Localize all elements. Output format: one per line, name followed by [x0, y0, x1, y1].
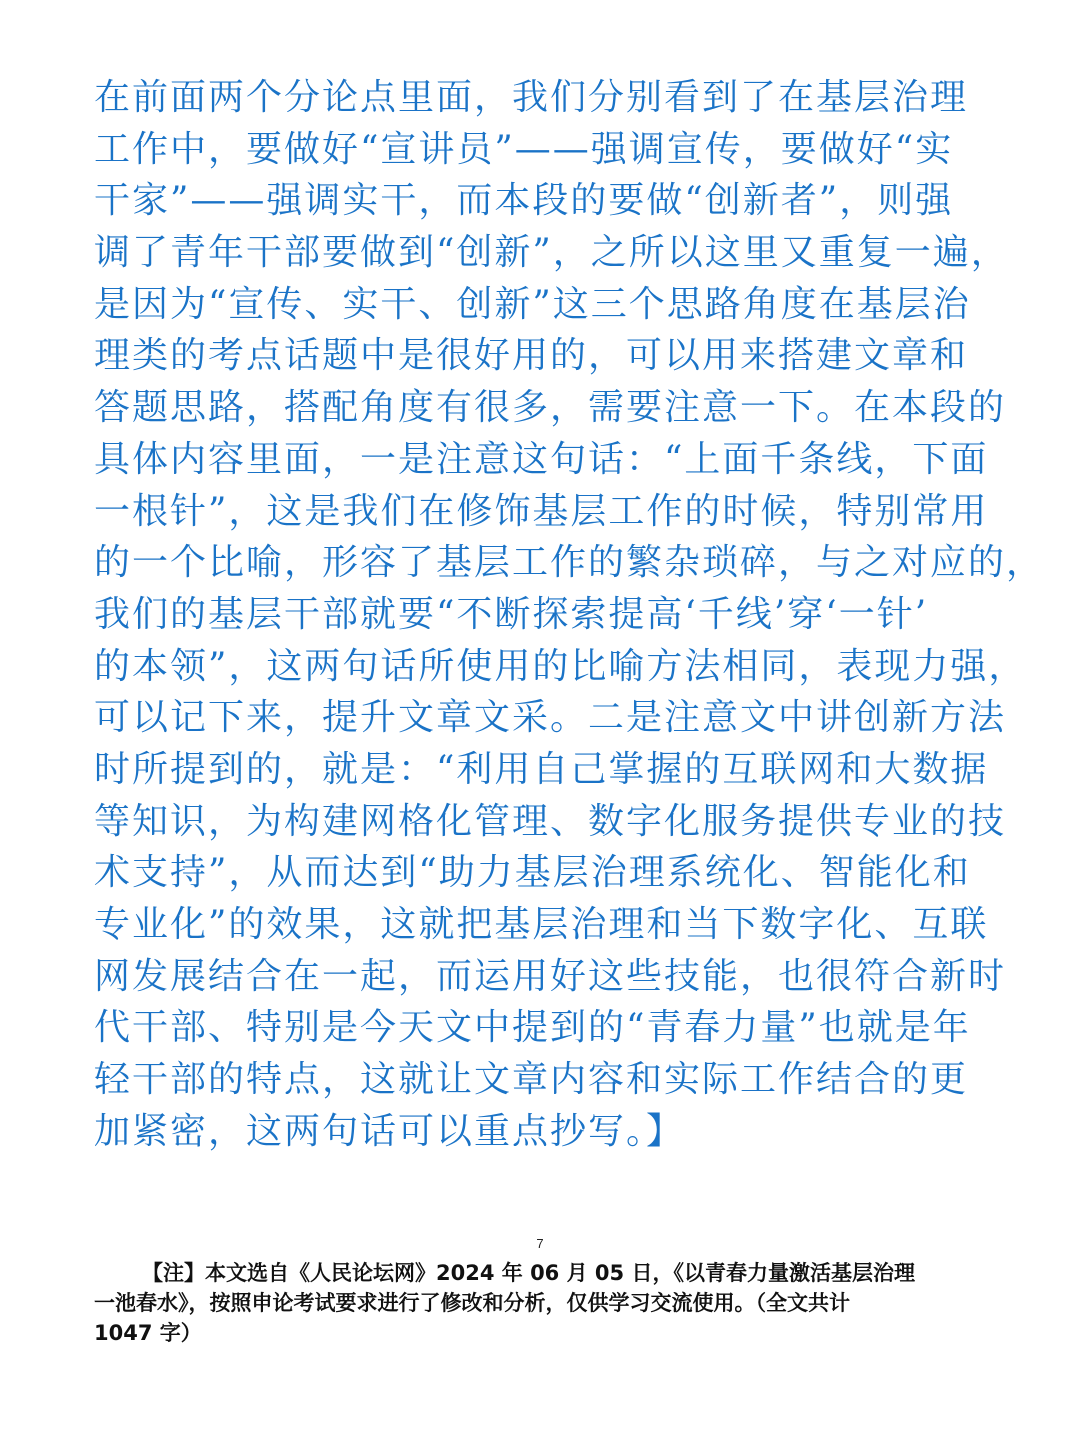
paragraph-line: 答题思路，搭配角度有很多，需要注意一下。在本段的 [94, 387, 1007, 429]
paragraph-line: 理类的考点话题中是很好用的，可以用来搭建文章和 [94, 335, 969, 377]
paragraph-line: 工作中，要做好“宣讲员”——强调宣传，要做好“实 [94, 128, 954, 170]
analysis-paragraph [94, 72, 1045, 1157]
paragraph-line: 轻干部的特点，这就让文章内容和实际工作结合的更 [94, 1059, 969, 1101]
source-note [94, 1258, 994, 1348]
paragraph-line: 的本领”，这两句话所使用的比喻方法相同，表现力强， [94, 645, 1027, 687]
paragraph-line: 专业化”的效果，这就把基层治理和当下数字化、互联 [94, 904, 989, 945]
paragraph-line: 是因为“宣传、实干、创新”这三个思路角度在基层治 [94, 283, 971, 325]
paragraph-line: 调了青年干部要做到“创新”，之所以这里又重复一遍， [94, 232, 1009, 274]
note-line: 【注】本文选自《人民论坛网》2024 年 06 月 05 日，《以青春力量激活基层治理 [142, 1261, 915, 1285]
paragraph-line: 具体内容里面，一是注意这句话：“上面千条线，下面 [94, 438, 989, 480]
paragraph-line: 网发展结合在一起，而运用好这些技能，也很符合新时 [94, 955, 1007, 997]
paragraph-line: 代干部、特别是今天文中提到的“青春力量”也就是年 [94, 1007, 971, 1049]
paragraph-line: 加紧密，这两句话可以重点抄写。】 [94, 1110, 685, 1152]
note-line: 一池春水》，按照申论考试要求进行了修改和分析，仅供学习交流使用。（全文共计 [94, 1291, 850, 1315]
page-number: 7 [536, 1236, 544, 1251]
paragraph-line: 等知识，为构建网格化管理、数字化服务提供专业的技 [94, 800, 1007, 842]
paragraph-line: 可以记下来，提升文章文采。二是注意文中讲创新方法 [94, 697, 1007, 739]
note-line: 1047 字） [94, 1321, 202, 1345]
paragraph-line: 的一个比喻，形容了基层工作的繁杂琐碎，与之对应的， [94, 542, 1045, 584]
paragraph-line: 时所提到的，就是：“利用自己掌握的互联网和大数据 [94, 748, 989, 790]
paragraph-line: 我们的基层干部就要“不断探索提高‘千线’穿‘一针’ [94, 593, 929, 635]
paragraph-line: 一根针”，这是我们在修饰基层工作的时候，特别常用 [94, 490, 989, 532]
paragraph-line: 术支持”，从而达到“助力基层治理系统化、智能化和 [94, 852, 971, 894]
paragraph-line: 干家”——强调实干，而本段的要做“创新者”，则强 [94, 180, 954, 222]
paragraph-line: 在前面两个分论点里面，我们分别看到了在基层治理 [94, 77, 969, 118]
